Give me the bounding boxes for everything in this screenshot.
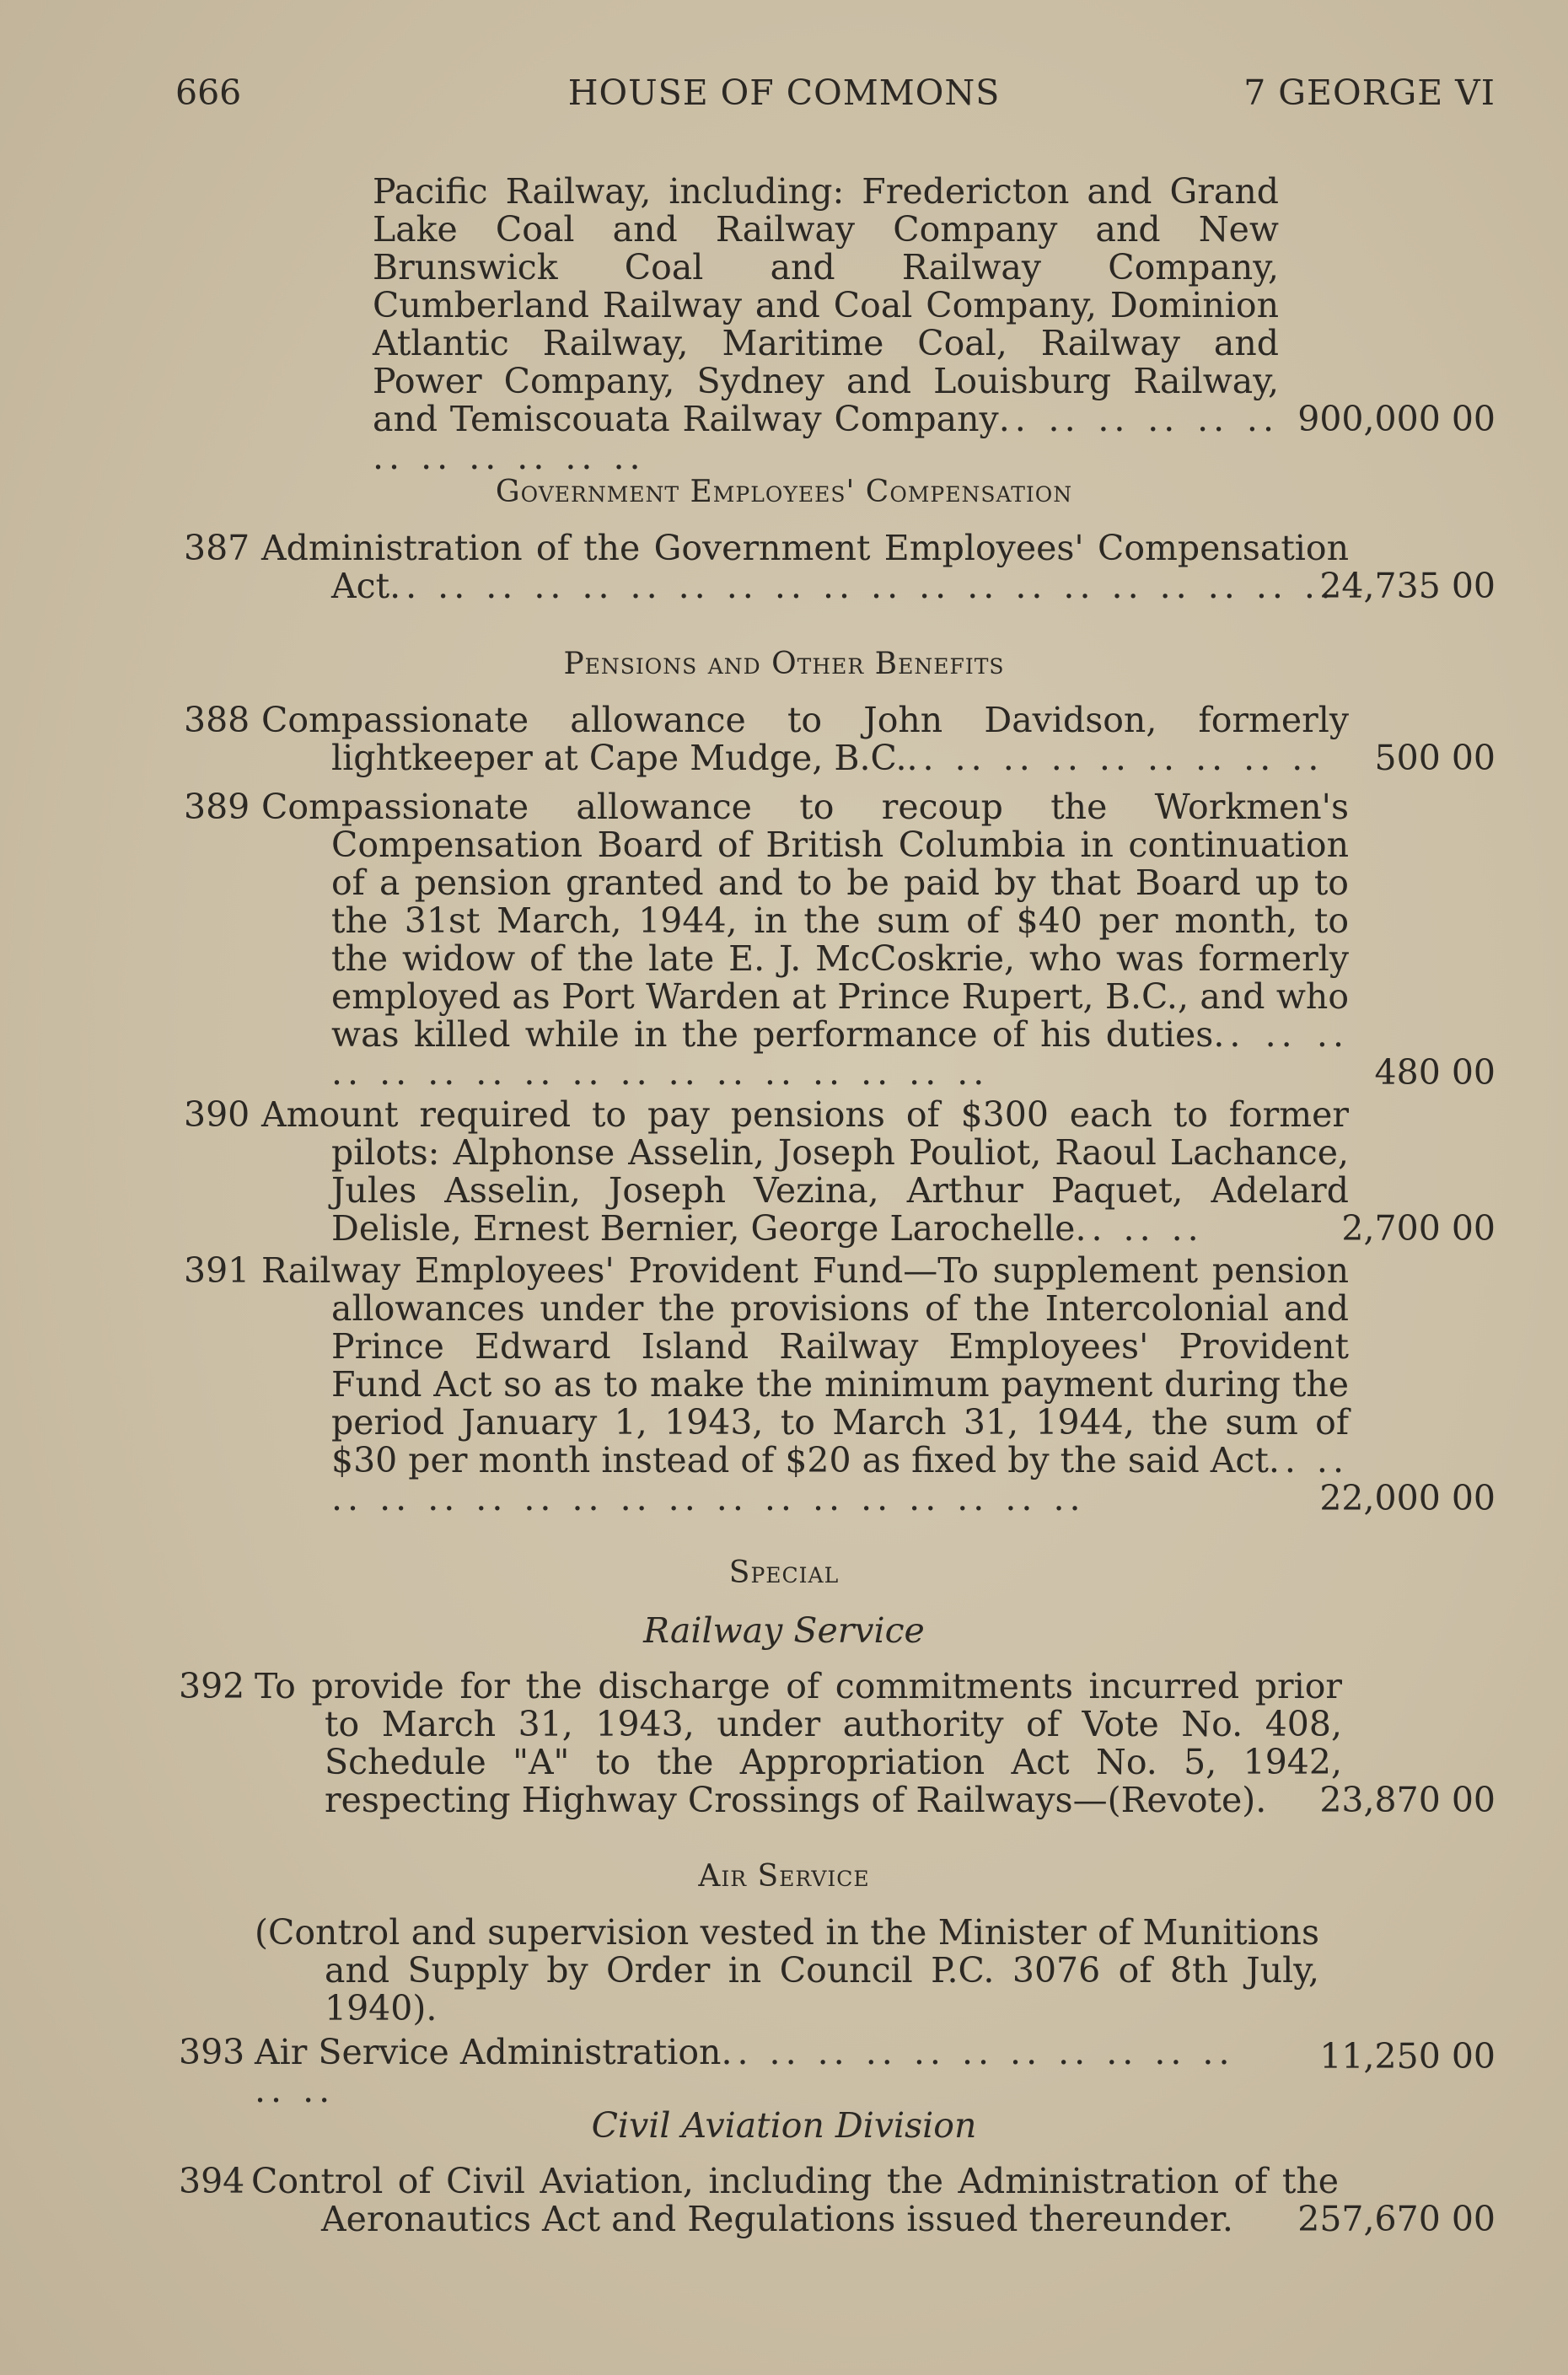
entry-text: To provide for the discharge of commitments incurred prior to March 31, 1943, under authority of Vote No. 408, Schedule "A" to the Appropriation Act No. 5, 1942, respecting Highway Crossings of Railways—(Revote). [255,1666,1342,1820]
entry-394 [0,2163,1568,2238]
entry-389 [0,788,1568,1092]
vote-number: 387 [184,528,250,568]
page-header [0,73,1568,123]
entry-amount: 257,670 00 [1297,2199,1496,2239]
entry-text: Administration of the Government Employees' Compensation Act.. .. .. .. .. .. .. .. .. .. .. .. .. .. .. .. .. .. .. .. [261,528,1349,606]
entry-pacific-railway [0,171,1568,477]
subsection-heading: Civil Aviation Division [591,2105,977,2146]
entry-text: Air Service Administration.. .. .. .. .. .. .. .. .. .. .. .. .. [255,2032,1235,2110]
section-heading: Pensions and Other Benefits [563,647,1005,681]
vote-number: 389 [184,787,250,827]
page-title: HOUSE OF COMMONS [567,73,1001,113]
entry-amount: 22,000 00 [1319,1478,1496,1518]
vote-number: 392 [179,1666,245,1706]
entry-393 [0,2032,1568,2110]
entry-amount: 23,870 00 [1319,1780,1496,1820]
entry-392 [0,1668,1568,1819]
entry-388 [0,701,1568,777]
entry-amount: 24,735 00 [1319,566,1496,606]
section-heading: Government Employees' Compensation [495,475,1073,509]
reign-label: 7 GEORGE VI [1243,73,1496,113]
entry-text: Compassionate allowance to John Davidson, formerly lightkeeper at Cape Mudge, B.C... .. .. .. .. .. .. .. .. [261,700,1349,778]
entry-amount: 900,000 00 [1297,399,1496,439]
page-number: 666 [175,73,242,113]
entry-387 [0,529,1568,605]
air-service-note [0,1914,1568,2028]
entry-text: Amount required to pay pensions of $300 each to former pilots: Alphonse Asselin, Joseph Pouliot, Raoul Lachance, Jules Asselin, Joseph Vezina, Arthur Paquet, Adelard Delisle, Ernest Bernier, George Larochelle.. .. .. [261,1094,1349,1249]
entry-amount: 500 00 [1374,738,1496,778]
note-text: (Control and supervision vested in the Minister of Munitions and Supply by Order in Council P.C. 3076 of 8th July, 1940). [255,1912,1319,2028]
vote-number: 388 [184,700,250,740]
entry-amount: 2,700 00 [1341,1208,1496,1249]
subsection-heading: Railway Service [643,1610,925,1651]
entry-text: Compassionate allowance to recoup the Workmen's Compensation Board of British Columbia in continuation of a pension granted and to be paid by that Board up to the 31st March, 1944, in the sum of $40 per month, to the widow of the late E. J. McCoskrie, who was formerly employed as Port Warden at Prince Rupert, B.C., and who was killed while in the performance of his duties.. .. .. .. .. .. .. .. .. .. .. .. .. .. .. .. .. [261,787,1350,1093]
entry-amount: 480 00 [1374,1052,1496,1093]
vote-number: 393 [179,2032,245,2072]
entry-amount: 11,250 00 [1319,2036,1496,2077]
vote-number: 391 [184,1250,250,1291]
entry-text: Pacific Railway, including: Fredericton and Grand Lake Coal and Railway Company and New Brunswick Coal and Railway Company, Cumberland Railway and Coal Company, Dominion Atlantic Railway, Maritime Coal, Railway and Power Company, Sydney and Louisburg Railway, and Temiscouata Railway Company.. .. .. .. .. .. .. .. .. .. .. .. [373,171,1279,477]
entry-text: Control of Civil Aviation, including the Administration of the Aeronautics Act and Regulations issued thereunder. [251,2161,1339,2239]
entry-390 [0,1096,1568,1248]
entry-391 [0,1252,1568,1518]
vote-number: 390 [184,1094,250,1135]
section-heading: Special [728,1556,840,1590]
vote-number: 394 [179,2161,245,2201]
entry-text: Railway Employees' Provident Fund—To supplement pension allowances under the provisions of the Intercolonial and Prince Edward Island Railway Employees' Provident Fund Act so as to make the minimum payment during the period January 1, 1943, to March 31, 1944, the sum of $30 per month instead of $20 as fixed by the said Act.. .. .. .. .. .. .. .. .. .. .. .. .. .. .. .. .. .. [261,1250,1349,1518]
section-heading: Air Service [698,1859,870,1894]
